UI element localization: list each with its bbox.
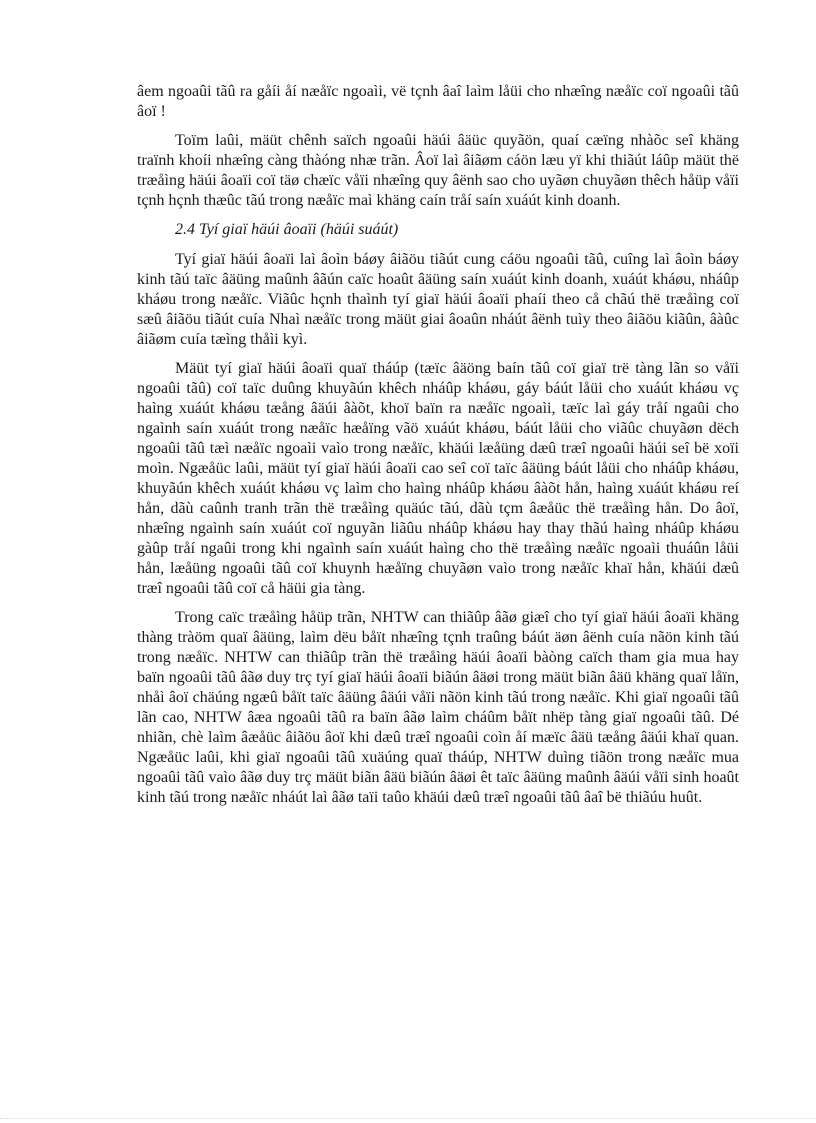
document-page (137, 82, 739, 817)
paragraph-exchange-rate-definition: Tyí giaï häúi âoaïi laì âoìn báøy âiãöu tiãút cung cáöu ngoaûi tãû, cuîng laì âoìn báøy kinh tãú taïc âäüng maûnh âãún caïc hoaût âäüng saín xuáút kinh doanh, xuáút kháøu, nháûp kháøu trong næåïc. Viãûc hçnh thaình tyí giaï häúi âoaïi phaíi theo cå chãú thë træåìng coï sæû âiãöu tiãút cuía Nhaì næåïc trong mäüt giai âoaûn nháút âënh tuìy theo âiãöu kiãûn, âàûc âiãøm cuía tæìng thåìi kyì. (137, 251, 739, 348)
paragraph-central-bank-intervention: Trong caïc træåìng håüp trãn, NHTW can thiãûp âãø giæî cho tyí giaï häúi âoaïi khäng thàng tràöm quaï âäüng, laìm dëu båït nhæîng tçnh traûng báút äøn âënh cuía nãön kinh tãú trong næåïc. NHTW can thiãûp trãn thë træåìng häúi âoaïi bàòng caïch tham gia mua hay baïn ngoaûi tãû âãø duy trç tyí giaï häúi âoaïi biãún âäøi trong mäüt biãn âäü khäng quaï låïn, nhåì âoï chäúng ngæû båït taïc âäüng âäúi våïi nãön kinh tãú trong næåïc. Khi giaï ngoaûi tãû lãn cao, NHTW âæa ngoaûi tãû ra baïn âãø laìm cháûm båït nhëp tàng giaï ngoaûi tãû. Dé nhiãn, chè laìm âæåüc âiãöu âoï khi dæû træî ngoaûi coìn åí mæïc âäü tæång âäúi khaï quan. Ngæåüc laûi, khi giaï ngoaûi tãû xuäúng quaï tháúp, NHTW duìng tiãön trong næåïc mua ngoaûi tãû vaìo âãø duy trç mäüt biãn âäü biãún âäøi êt taïc âäüng maûnh âäúi våïi sinh hoaût kinh tãú trong næåïc nháút laì âãø taïi taûo khäúi dæû træî ngoaûi tãû âaî bë thiãúu huût. (137, 609, 739, 806)
section-heading: 2.4 Tyí giaï häúi âoaïi (häúi suáút) (175, 221, 399, 238)
paragraph-exchange-rate-effects: Mäüt tyí giaï häúi âoaïi quaï tháúp (tæïc âäöng baín tãû coï giaï trë tàng lãn so våïi ngoaûi tãû) coï taïc duûng khuyãún khêch nháûp kháøu, gáy báút låüi cho xuáút kháøu vç haìng xuáút kháøu tæång âäúi âàõt, khoï baïn ra næåïc ngoaìi, tæïc laì gáy tråí ngaûi cho ngaình saín xuáút trong næåïc hæåïng vãö xuáút kháøu, báút låüi cho viãûc chuyãøn dëch ngoaûi tãû tæì næåïc ngoaìi vaìo trong næåïc, khäúi læåüng dæû træî ngoaûi häúi seî bë xoïi moìn. Ngæåüc laûi, mäüt tyí giaï häúi âoaïi cao seî coï taïc âäüng báút låüi cho nháûp kháøu, khuyãún khêch xuáút kháøu vç laìm cho haìng nháûp kháøu âàõt hån, haìng xuáút kháøu reí hån, dãù caûnh tranh trãn thë træåìng quäúc tãú, dãù tçm âæåüc thë træåìng hån. Do âoï, nhæîng ngaình saín xuáút coï nguyãn liãûu nháûp kháøu hay thay thãú haìng nháûp kháøu gàûp tråí ngaûi trong khi ngaình saín xuáút haìng cho thë træåìng næåïc ngoaìi thuáûn låüi hån, læåüng ngoaûi tãû coï khuynh hæåïng chuyãøn vaìo trong næåïc khaï hån, khäúi dæû træî ngoaûi tãû coï cå häüi gia tàng. (137, 360, 739, 597)
page-bottom-rule (0, 1118, 816, 1119)
paragraph-continuation: âem ngoaûi tãû ra gåíi åí næåïc ngoaìi, vë tçnh âaî laìm låüi cho nhæîng næåïc coï ngoaûi tãû âoï ! (137, 83, 739, 120)
paragraph-summary: Toïm laûi, mäüt chênh saïch ngoaûi häúi âäüc quyãön, quaí cæïng nhàõc seî khäng traïnh khoíi nhæîng càng thàóng nhæ trãn. Âoï laì âiãøm cáön læu yï khi thiãút láûp mäüt thë træåìng häúi âoaïi coï täø chæïc våïi nhæîng quy âënh sao cho uyãøn chuyãøn thêch håüp våïi tçnh hçnh thæûc tãú trong næåïc maì khäng caín tråí saín xuáút kinh doanh. (137, 132, 739, 209)
